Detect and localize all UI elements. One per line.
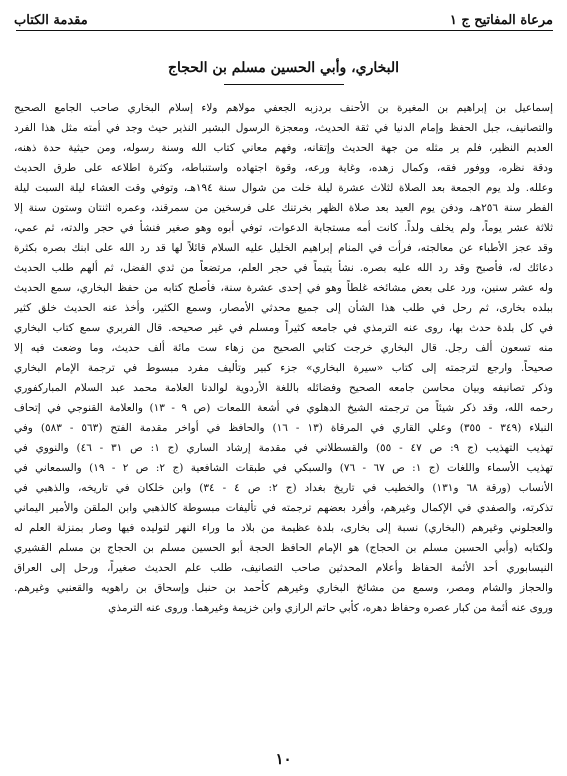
text-line: ثلاثة عشر يوماً، ولم يخلف ولداً. كانت أمه مستجابة الدعوات، توفي أبوه وهو صغير فنشأ في حجر والدته، ثم عمي، [14,222,553,234]
text-line: ببلده بخارى، ثم رحل في طلب هذا الشأن إلى جميع محدثي الأمصار، وسمع الكثير، وأخذ عنه الحديث خلق كثير [14,302,553,314]
text-line: والتصانيف، جبل الحفظ وإمام الدنيا في ثقة الحديث، ومعجزة الرسول البشير النذير حيث وجد في أمته مثل هذا الفرد [14,122,553,134]
text-line: تهذيب الأسماء واللغات (ج ١: ص ٦٧ - ٧٦) والسبكي في طبقات الشافعية (ج ٢: ص ٢ - ١٩) والسمعاني في [14,462,553,474]
text-line: صحيحاً. وارجع لترجمته إلى كتاب «سيرة البخاري» جزء كبير وتأليف مفرد مبسوط في ترجمة الإمام البخاري [14,362,553,374]
text-line: الأنساب (ورقة ٦٨ و١٣١) والخطيب في تاريخ بغداد (ج ٢: ص ٤ - ٣٤) وابن خلكان في تاريخه، والذهبي في [14,482,553,494]
text-line: الفطر سنة ٢٥٦هـ، ودفن يوم العيد بعد صلاة الظهر بخرتنك على فرسخين من سمرقند، وعمره اثنتان وستون سنة إلا [14,202,553,214]
text-line: والحجاز والشام ومصر، وسمع من مشائخ البخاري وغيرهم كأحمد بن حنبل وإسحاق بن راهويه والقعنبي وغيرهم. [14,582,553,594]
text-line: تذكرته، والصفدي في الإكمال وغيرهم، وأفرد بعضهم ترجمته في تأليفات مبسوطة كالذهبي وابن الملقن والأمير اليماني [14,502,553,514]
text-line: ولكتابه (وأبي الحسين مسلم بن الحجاج) هو الإمام الحافظ الحجة أبو الحسين مسلم بن الحجاج بن مسلم القشيري [14,542,553,554]
book-title: مرعاة المفاتيح ج ١ [449,13,553,28]
text-line: تهذيب التهذيب (ج ٩: ص ٤٧ - ٥٥) والقسطلاني في مقدمة إرشاد الساري (ج ١: ص ٣١ - ٤٦) والنووي في [14,442,553,454]
text-line: العديم النظير، فلم ير مثله من جهة الحديث وإتقانه، وفهم معاني كتاب الله وسنة رسوله، ومن حيثية حدة ذهنه، [14,142,553,154]
text-line: النبلاء (٣٤٩ - ٣٥٥) وعلي القاري في المرقاة (١٣ - ١٦) والحافظ في أواخر مقدمة الفتح (٥٦٣ - ٥٨٣) وفي [14,422,553,434]
body-text [14,98,553,618]
text-line: ودقة نظره، ووفور فقه، وكمال زهده، وغاية ورعه، وقوة اجتهاده واستنباطه، وكثرة اطلاعه على طرق الحديث [14,162,553,174]
text-line: إسماعيل بن إبراهيم بن المغيرة بن الأحنف بردزبه الجعفي مولاهم ولاء إسلام البخاري صاحب الجامع الصحيح [14,102,553,114]
text-line: وعلله. ولد يوم الجمعة بعد الصلاة لثلاث عشرة ليلة خلت من شوال سنة ١٩٤هـ، وتوفي وقت العشاء ليلة السبت ليلة [14,182,553,194]
title-divider [224,84,344,85]
running-header [14,6,553,28]
text-line: دعائك له، فأصبح وقد رد الله عليه بصره. نشأ يتيماً في حجر العلم، مرتضعاً من ثدي الفضل، ثم ألهم طلب الحديث [14,262,553,274]
text-line: والعجلوني وغيرهم (البخاري) نسبة إلى بخارى، بلدة عظيمة من بلاد ما وراء النهر لتوليده فيها وصار بمنزلة العلم له [14,522,553,534]
text-line: في كل بلدة حدث بها، روى عنه الترمذي في جامعه كثيراً ومسلم في غير صحيحه. قال الفربري سمع كتاب البخاري [14,322,553,334]
section-label: مقدمة الكتاب [14,13,88,28]
text-line: وله عشر سنين، ورد على بعض مشائخه غلطاً وهو في إحدى عشرة سنة، فأصلح كتابه من حفظ البخاري، سمع الحديث [14,282,553,294]
text-line: وروى عنه أئمة من كبار عصره وحفاظ دهره، كأبي حاتم الرازي وابن خزيمة وغيرهما. وروى عنه الترمذي [108,602,553,614]
text-line: وقد عجز الأطباء عن معالجته، فرأت في المنام إبراهيم الخليل عليه السلام قائلاً لها قد رد الله على ابنك بصره بكثرة [14,242,553,254]
text-line: رحمه الله، وقد ذكر شيئاً من ترجمته الشيخ الدهلوي في أشعة اللمعات (ص ٩ - ١٣) والعلامة القنوجي في إتحاف [14,402,553,414]
text-line: النيسابوري أحد الأئمة الحفاظ وأعلام المحدثين صاحب التصانيف، طلب علم الحديث صغيراً، ورحل إلى العراق [14,562,553,574]
header-divider [16,30,553,31]
page-number: ١٠ [275,750,292,768]
text-line: منه تسعون ألف رجل. قال البخاري خرجت كتابي الصحيح من زهاء ست مائة ألف حديث، وما وضعت فيه إلا [14,342,553,354]
text-line: وذكر تصانيفه وبيان محاسن جامعه الصحيح وفضائله باللغة الأردوية لوالدنا العلامة محمد عبد السلام المباركفوري [14,382,553,394]
section-title: البخاري، وأبي الحسين مسلم بن الحجاج [167,60,400,76]
